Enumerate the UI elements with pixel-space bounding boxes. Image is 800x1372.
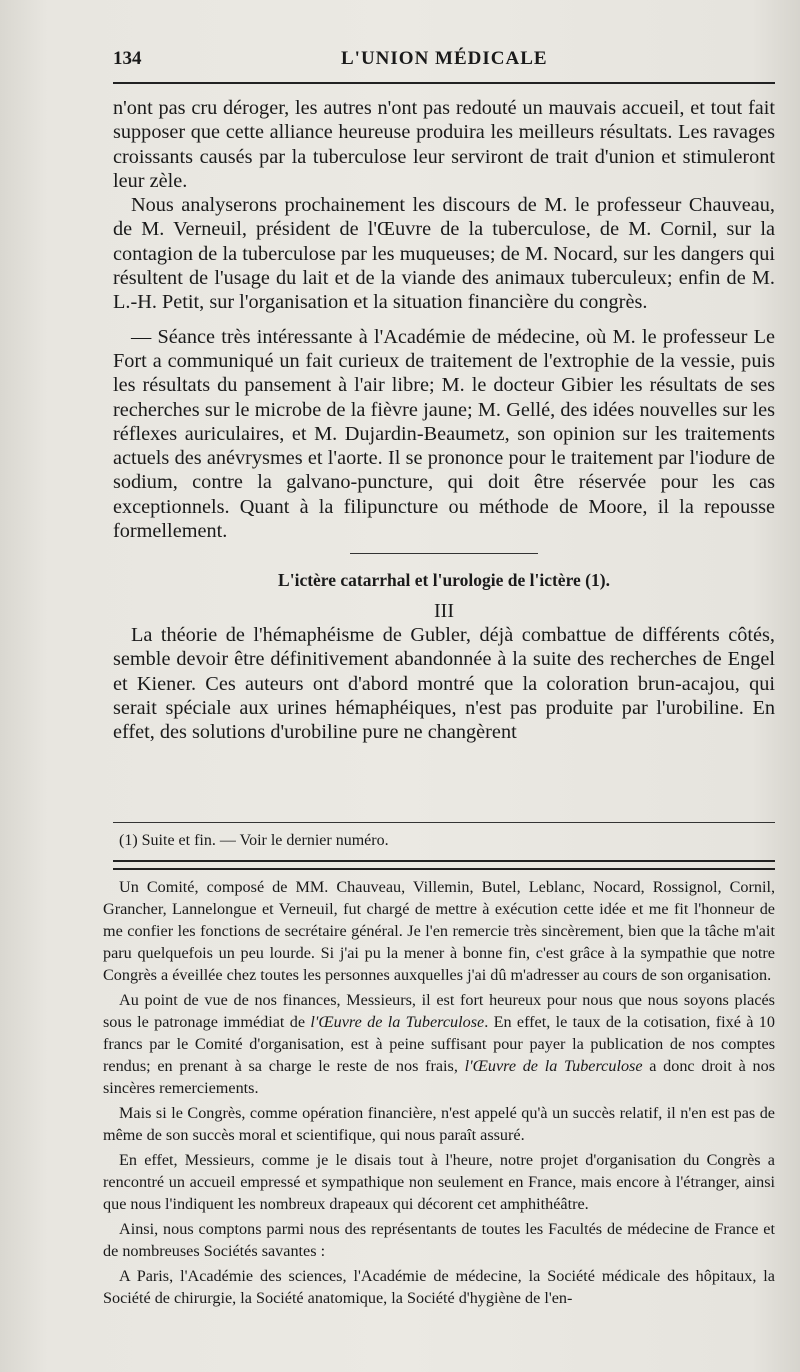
report-paragraph-1: Un Comité, composé de MM. Chauveau, Villemin, Butel, Leblanc, Nocard, Rossignol, Cornil, Grancher, Lannelongue et Verneuil, fut chargé de mettre à exécution cette idée et me fit l'honneur de me confier les fonctions de secrétaire général. Je l'en remercie très sincèrement, bien que la tâche m'ait paru quelquefois un peu lourde. Si j'ai pu la mener à bonne fin, c'est grâce à la sympathie que notre Congrès a éveillée chez toutes les personnes auxquelles j'ai dû m'adresser au cours de son organisation. xyxy=(103,878,775,984)
secretary-report xyxy=(103,876,775,1312)
footnote-rule xyxy=(113,822,775,823)
report-paragraph-5: Ainsi, nous comptons parmi nous des représentants de toutes les Facultés de médecine de France et de nombreuses Sociétés savantes : xyxy=(103,1220,775,1260)
report-p2-text-c: a donc droit à nos sincères remerciements. xyxy=(103,1057,775,1097)
intro-paragraph-2: Nous analyserons prochainement les discours de M. le professeur Chauveau, de M. Verneuil, président de l'Œuvre de la tuberculose, de M. Cornil, sur la contagion de la tuberculose par les muqueuses; de M. Nocard, sur les dangers qui résultent de l'usage du lait et de la viande des animaux tuberculeux; enfin de M. L.-H. Petit, sur l'organisation et la situation financière du congrès. xyxy=(113,194,775,314)
report-paragraph-2 xyxy=(103,989,775,1099)
intro-paragraph-3: — Séance très intéressante à l'Académie de médecine, où M. le professeur Le Fort a communiqué un fait curieux de traitement de l'extrophie de la vessie, puis les résultats du pansement à l'air libre; M. le docteur Gibier les résultats de ses recherches sur le microbe de la fièvre jaune; M. Gellé, des idées nouvelles sur les réflexes auriculaires, et M. Dujardin-Beaumetz, son opinion sur les traitements actuels des anévrysmes et l'aorte. Il se prononce pour le traitement par l'iodure de sodium, contre la galvano-puncture, qui doit être réservée pour les cas exceptionnels. Quant à la filipuncture ou méthode de Moore, il la repousse formellement. xyxy=(113,325,775,543)
report-paragraph-4: En effet, Messieurs, comme je le disais tout à l'heure, notre projet d'organisation du Congrès a rencontré un accueil empressé et sympathique non seulement en France, mais encore à l'étranger, ainsi que nous l'indiquent les nombreux drapeaux qui décorent cet amphithéâtre. xyxy=(103,1151,775,1213)
report-p2-italic-b: l'Œuvre de la Tuberculose xyxy=(464,1057,643,1075)
section-number: III xyxy=(434,599,454,622)
report-paragraph-6: A Paris, l'Académie des sciences, l'Académie de médecine, la Société médicale des hôpitaux, la Société de chirurgie, la Société anatomique, la Société d'hygiène de l'en- xyxy=(103,1267,775,1307)
section-separator xyxy=(350,553,538,554)
report-p2-text-a: Au point de vue de nos finances, Messieurs, il est fort heureux pour nous que nous soyons placés sous le patronage immédiat de xyxy=(103,991,775,1031)
running-title: L'UNION MÉDICALE xyxy=(341,48,548,69)
page-header xyxy=(113,48,773,78)
article-paragraph-1: La théorie de l'hémaphéisme de Gubler, déjà combattue de différents côtés, semble devoir être définitivement abandonnée à la suite des recherches de Engel et Kiener. Ces auteurs ont d'abord montré que la coloration brun-acajou, qui serait spéciale aux urines hémaphéiques, n'est pas produite par l'urobiline. En effet, des solutions d'urobiline pure ne changèrent xyxy=(113,623,775,744)
page-number: 134 xyxy=(113,48,142,69)
report-p2-italic-a: l'Œuvre de la Tuberculose xyxy=(310,1013,485,1031)
double-rule xyxy=(113,860,775,870)
report-paragraph-3: Mais si le Congrès, comme opération financière, n'est appelé qu'à un succès relatif, il n'en est pas de même de son succès moral et scientifique, qui nous paraît assuré. xyxy=(103,1104,775,1144)
intro-paragraph-1: n'ont pas cru déroger, les autres n'ont pas redouté un mauvais accueil, et tout fait supposer que cette alliance heureuse produira les meilleurs résultats. Les ravages croissants causés par la tuberculose leur serviront de trait d'union et stimuleront leur zèle. xyxy=(113,97,775,192)
main-text xyxy=(113,96,775,744)
footnote: (1) Suite et fin. — Voir le dernier numéro. xyxy=(119,832,389,849)
article-title: L'ictère catarrhal et l'urologie de l'ictère (1). xyxy=(278,570,610,591)
header-rule xyxy=(113,82,775,84)
report-p2-text-b: . En effet, le taux de la cotisation, fixé à 10 francs par le Comité d'organisation, est à peine suffisant pour payer la publication de nos comptes rendus; en prenant à sa charge le reste de nos frais, xyxy=(103,1013,775,1075)
